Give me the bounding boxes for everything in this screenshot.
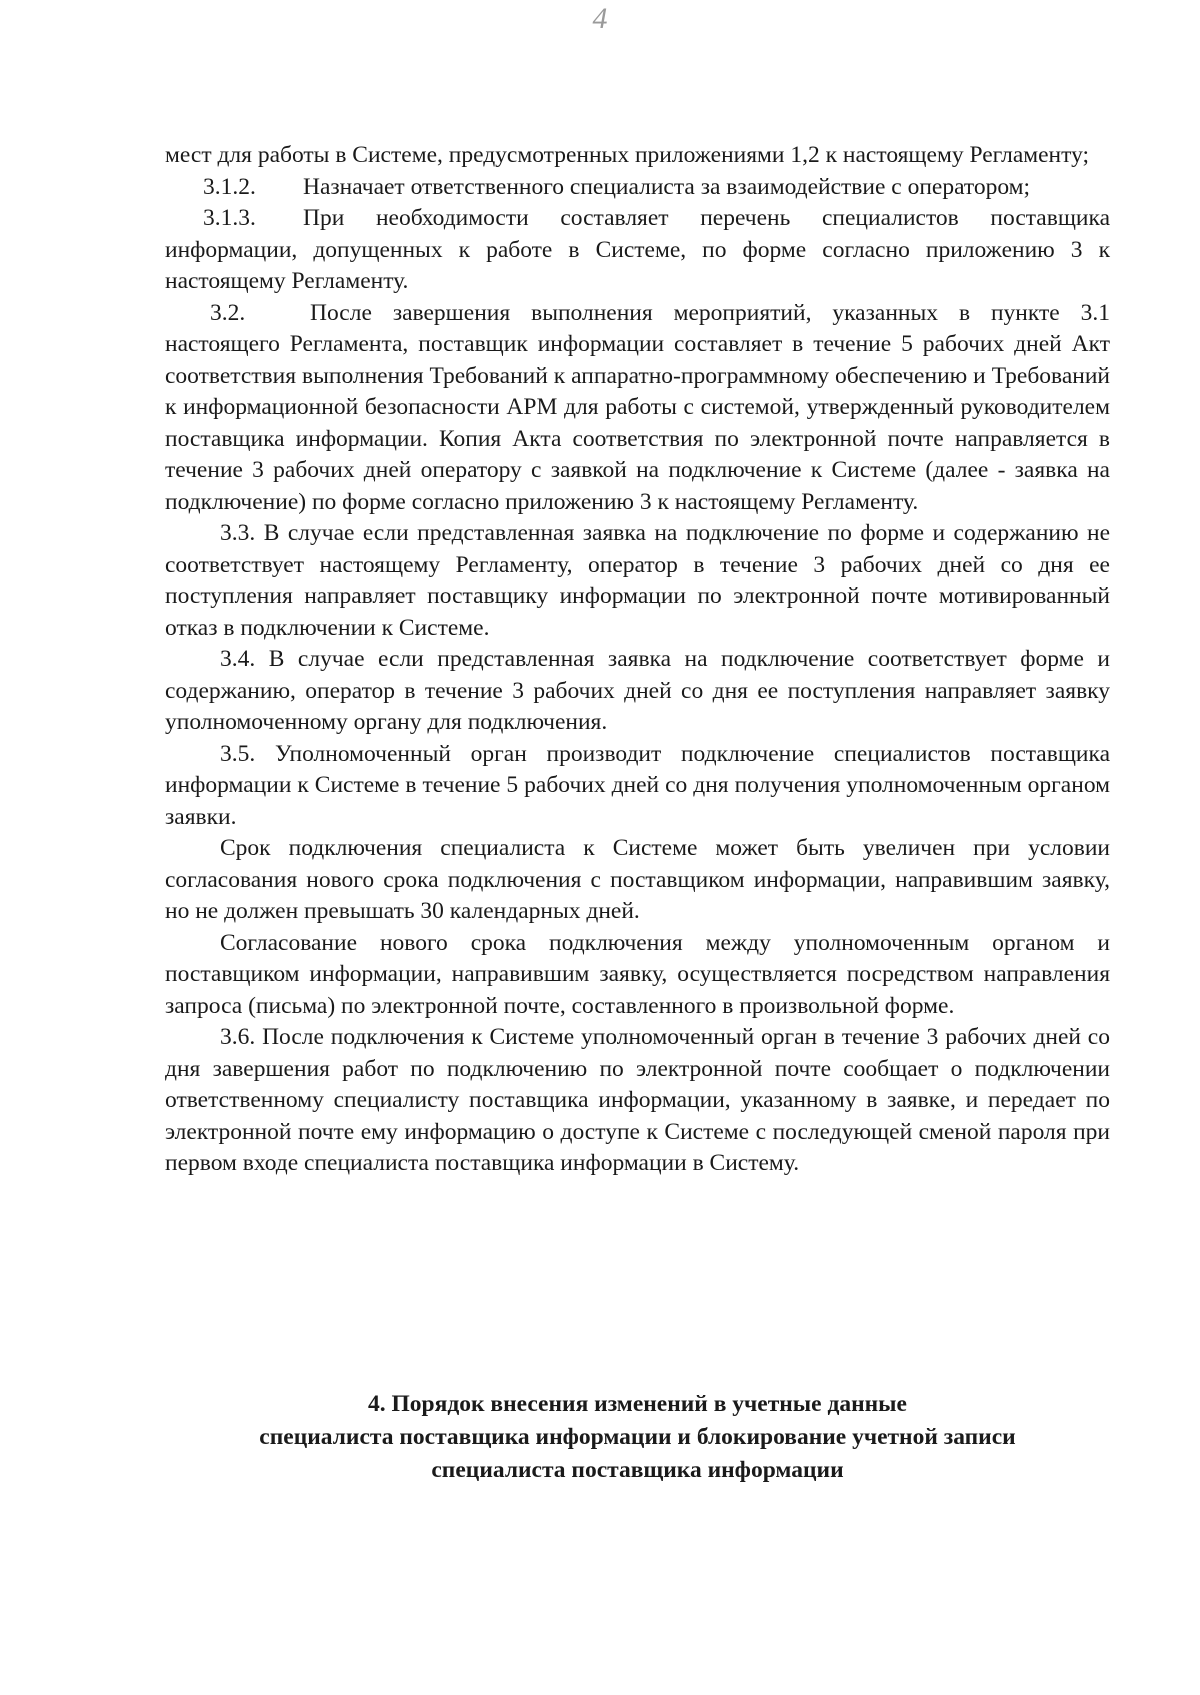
document-body [165, 140, 1110, 1180]
section-heading-line: 4. Порядок внесения изменений в учетные данные [368, 1391, 907, 1417]
page-number: 4 [592, 2, 608, 35]
paragraph-3-1-3 [165, 203, 1110, 298]
section-heading-line: специалиста поставщика информации [431, 1457, 844, 1483]
item-number: 3.1.3. [203, 205, 256, 231]
paragraph-agreement: Согласование нового срока подключения между уполномоченным органом и поставщиком информации, направившим заявку, осуществляется посредством направления запроса (письма) по электронной почте, составленного в произвольной форме. [165, 929, 1110, 1019]
paragraph-3-2 [165, 298, 1110, 519]
section-heading [165, 1388, 1110, 1487]
item-text: После завершения выполнения мероприятий, указанных в пункте 3.1 настоящего Регламента, поставщик информации составляет в течение 5 рабочих дней Акт соответствия выполнения Требований к аппаратно-программному обеспечению и Требований к информационной безопасности АРМ для работы с системой, утвержденный руководителем поставщика информации. Копия Акта соответствия по электронной почте направляется в течение 3 рабочих дней оператору с заявкой на подключение к Системе (далее - заявка на подключение) по форме согласно приложению 3 к настоящему Регламенту. [165, 299, 1110, 515]
paragraph-3-1-2 [165, 172, 1110, 204]
paragraph-continuation: мест для работы в Системе, предусмотренных приложениями 1,2 к настоящему Регламенту; [165, 142, 1090, 168]
item-number: 3.1.2. [203, 173, 256, 200]
paragraph-3-3: 3.3. В случае если представленная заявка на подключение по форме и содержанию не соответствует настоящему Регламенту, оператор в течение 3 рабочих дней со дня ее поступления направляет поставщику информации по электронной почте мотивированный отказ в подключении к Системе. [165, 520, 1110, 641]
item-text: Назначает ответственного специалиста за взаимодействие с оператором; [303, 173, 1031, 200]
paragraph-3-6: 3.6. После подключения к Системе уполномоченный орган в течение 3 рабочих дней со дня завершения работ по подключению по электронной почте сообщает о подключении ответственному специалисту поставщика информации, указанному в заявке, и передает по электронной почте ему информацию о доступе к Системе с последующей сменой пароля при первом входе специалиста поставщика информации в Систему. [165, 1024, 1110, 1176]
paragraph-3-5: 3.5. Уполномоченный орган производит подключение специалистов поставщика информации к Системе в течение 5 рабочих дней со дня получения уполномоченным органом заявки. [165, 740, 1110, 830]
paragraph-term: Срок подключения специалиста к Системе может быть увеличен при условии согласования нового срока подключения с поставщиком информации, направившим заявку, но не должен превышать 30 календарных дней. [165, 835, 1110, 924]
item-number: 3.2. [210, 299, 246, 326]
section-heading-line: специалиста поставщика информации и блокирование учетной записи [259, 1424, 1016, 1450]
item-text: При необходимости составляет перечень специалистов поставщика информации, допущенных к работе в Системе, по форме согласно приложению 3 к настоящему Регламенту. [165, 205, 1110, 294]
paragraph-3-4: 3.4. В случае если представленная заявка на подключение соответствует форме и содержанию, оператор в течение 3 рабочих дней со дня ее поступления направляет заявку уполномоченному органу для подключения. [165, 646, 1110, 735]
